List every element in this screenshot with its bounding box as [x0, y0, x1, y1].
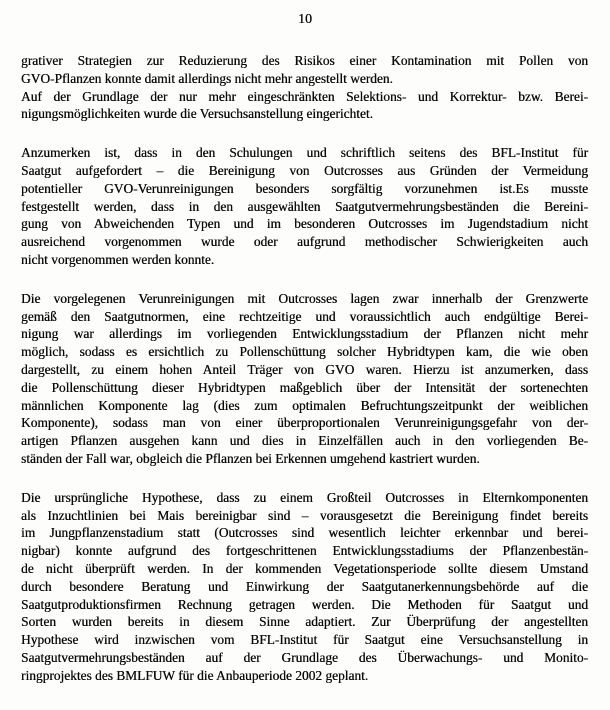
text-line: Die ursprüngliche Hypothese, dass zu einem Großteil Outcrosses in Elternkomponenten	[21, 489, 588, 505]
text-line: durch besondere Beratung und Einwirkung der Saatgutanerkennungsbehörde auf die	[21, 578, 588, 594]
text-line: GVO-Pflanzen konnte damit allerdings nicht mehr angestellt werden.	[21, 70, 393, 86]
text-line: als Inzuchtlinien bei Mais bereinigbar sind – vorausgesetzt die Bereinigung findet bereits	[21, 507, 588, 523]
text-line: ringprojektes des BMLFUW für die Anbauperiode 2002 geplant.	[21, 667, 369, 683]
paragraph	[21, 144, 588, 269]
text-line: Hypothese wird inzwischen vom BFL-Institut für Saatgut eine Versuchsanstellung in	[21, 632, 588, 648]
text-line: möglich, sodass es ersichtlich zu Pollenschüttung solcher Hybridtypen kam, die wie oben	[21, 344, 588, 360]
text-line: Saatgutproduktionsfirmen Rechnung getragen werden. Die Methoden für Saatgut und	[21, 596, 588, 612]
text-line: dargestellt, zu einem hohen Anteil Träger von GVO waren. Hierzu ist anzumerken, dass	[21, 361, 588, 377]
paragraph	[21, 489, 588, 685]
text-line: gemäß den Saatgutnormen, eine rechtzeitige und voraussichtlich auch endgültige Berei-	[21, 308, 588, 324]
text-line: nigung war allerdings im vorliegenden Entwicklungsstadium der Pflanzen nicht mehr	[21, 326, 588, 342]
text-line: Saatgutvermehrungsbeständen auf der Grundlage des Überwachungs- und Monito-	[21, 649, 588, 665]
text-line: Auf der Grundlage der nur mehr eingeschränkten Selektions- und Korrektur- bzw. Berei-	[21, 88, 588, 104]
text-line: Die vorgelegenen Verunreinigungen mit Outcrosses lagen zwar innerhalb der Grenzwerte	[21, 290, 588, 306]
text-line: gung von Abweichenden Typen und im besonderen Outcrosses im Jugendstadium nicht	[21, 216, 588, 232]
text-line: artigen Pflanzen ausgehen kann und dies in Einzelfällen auch in den vorliegenden Be-	[21, 433, 588, 449]
text-line: die Pollenschüttung dieser Hybridtypen maßgeblich über der Intensität der sortenechten	[21, 379, 588, 395]
text-line: festgestellt werden, dass in den ausgewählten Saatgutvermehrungsbeständen die Bereini-	[21, 198, 588, 214]
text-line: ausreichend vorgenommen wurde oder aufgrund methodischer Schwierigkeiten auch	[21, 234, 588, 250]
text-line: Sorten wurden bereits in diesem Sinne adaptiert. Zur Überprüfung der angestellten	[21, 614, 588, 630]
text-line: de nicht überprüft werden. In der kommenden Vegetationsperiode sollte diesem Umstand	[21, 560, 588, 576]
text-line: nigbar) konnte aufgrund des fortgeschrittenen Entwicklungsstadiums der Pflanzenbestän-	[21, 543, 588, 559]
text-line: Komponente), sodass man von einer überproportionalen Verunreinigungsgefahr von der-	[21, 415, 588, 431]
text-line: potentieller GVO-Verunreinigungen besonders sorgfältig vorzunehmen ist.Es musste	[21, 180, 588, 196]
paragraph	[21, 290, 588, 468]
text-line: ständen der Fall war, obgleich die Pflanzen bei Erkennen umgehend kastriert wurden.	[21, 450, 480, 466]
text-line: nicht vorgenommen werden konnte.	[21, 251, 215, 267]
text-line: grativer Strategien zur Reduzierung des Risikos einer Kontamination mit Pollen von	[21, 53, 588, 68]
page-body-text	[21, 52, 588, 685]
text-line: Saatgut aufgefordert – die Bereinigung von Outcrosses aus Gründen der Vermeidung	[21, 162, 588, 178]
text-line: männlichen Komponente lag (dies zum optimalen Befruchtungszeitpunkt der weiblichen	[21, 397, 588, 413]
text-line: Anzumerken ist, dass in den Schulungen und schriftlich seitens des BFL-Institut für	[21, 145, 588, 161]
text-line: im Jungpflanzenstadium statt (Outcrosses sind wesentlich leichter erkennbar und berei-	[21, 525, 588, 541]
text-line: nigungsmöglichkeiten wurde die Versuchsanstellung eingerichtet.	[21, 106, 373, 122]
paragraph	[21, 52, 588, 123]
page-number: 10	[298, 12, 312, 27]
